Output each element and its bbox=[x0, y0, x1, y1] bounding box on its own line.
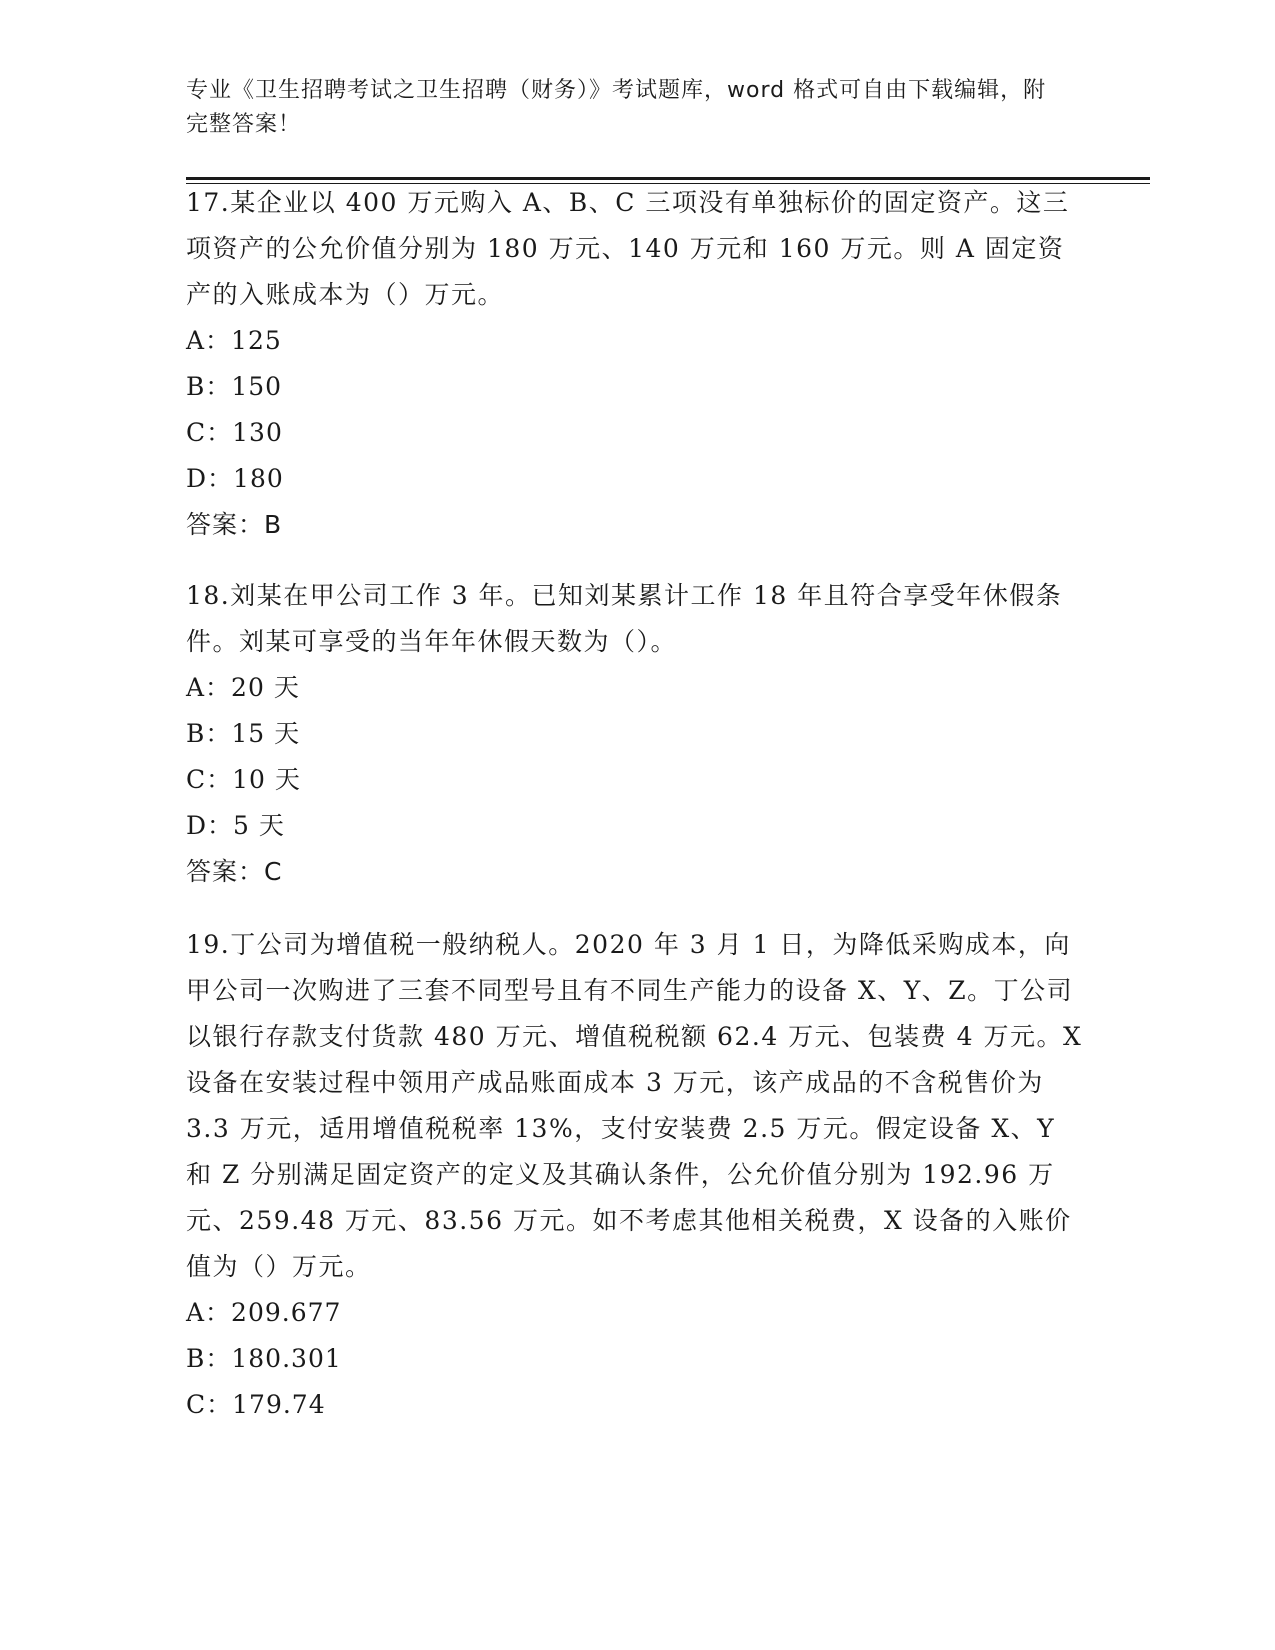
question-18-option-a: A：20 天 bbox=[186, 673, 300, 702]
question-17-option-c: C：130 bbox=[186, 418, 283, 447]
question-18-option-d: D：5 天 bbox=[186, 811, 285, 840]
question-17 bbox=[186, 180, 1086, 548]
question-17-text: 17.某企业以 400 万元购入 A、B、C 三项没有单独标价的固定资产。这三项资产的公允价值分别为 180 万元、140 万元和 160 万元。则 A 固定资产的入账成本为（）万元。 bbox=[186, 188, 1070, 309]
question-19-option-a: A：209.677 bbox=[186, 1298, 342, 1327]
question-17-option-d: D：180 bbox=[186, 464, 284, 493]
question-18 bbox=[186, 573, 1086, 895]
question-18-option-c: C：10 天 bbox=[186, 765, 301, 794]
question-18-option-b: B：15 天 bbox=[186, 719, 301, 748]
question-17-option-b: B：150 bbox=[186, 372, 283, 401]
question-19-text: 19.丁公司为增值税一般纳税人。2020 年 3 月 1 日，为降低采购成本，向甲公司一次购进了三套不同型号且有不同生产能力的设备 X、Y、Z。丁公司以银行存款支付货款 480 万元、增值税税额 62.4 万元、包装费 4 万元。X 设备在安装过程中领用产成品账面成本 3 万元，该产成品的不含税售价为 3.3 万元，适用增值税税率 13%，支付安装费 2.5 万元。假定设备 X、Y 和 Z 分别满足固定资产的定义及其确认条件，公允价值分别为 192.96 万元、259.48 万元、83.56 万元。如不考虑其他相关税费，X 设备的入账价值为（）万元。 bbox=[186, 930, 1083, 1281]
document-header: 专业《卫生招聘考试之卫生招聘（财务）》考试题库，word 格式可自由下载编辑，附完整答案！ bbox=[186, 78, 1047, 137]
question-19 bbox=[186, 922, 1086, 1428]
question-18-text: 18.刘某在甲公司工作 3 年。已知刘某累计工作 18 年且符合享受年休假条件。刘某可享受的当年年休假天数为（）。 bbox=[186, 581, 1063, 656]
question-19-option-c: C：179.74 bbox=[186, 1390, 326, 1419]
question-17-option-a: A：125 bbox=[186, 326, 282, 355]
question-17-answer: 答案：B bbox=[186, 510, 283, 539]
question-19-option-b: B：180.301 bbox=[186, 1344, 342, 1373]
question-18-answer: 答案：C bbox=[186, 857, 283, 886]
